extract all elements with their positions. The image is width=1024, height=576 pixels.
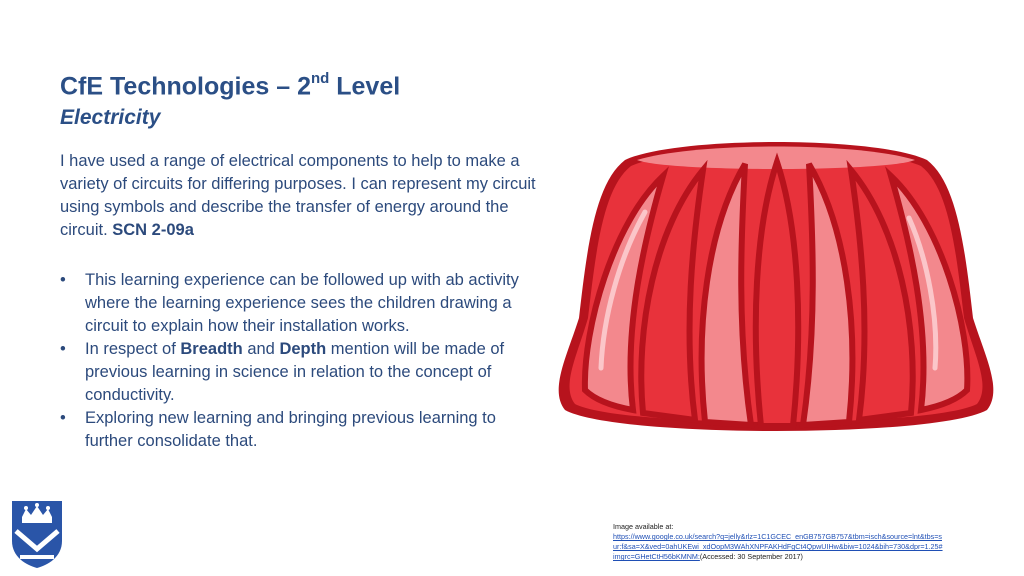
bullet-list <box>60 269 540 453</box>
outcome-text: I have used a range of electrical components to help to make a variety of circuits for differing purposes. I can represent my circuit using symbols and describe the transfer of energy around the circuit. <box>60 152 536 239</box>
title-text: CfE Technologies – 2 <box>60 72 311 101</box>
title-superscript: nd <box>310 70 330 87</box>
image-credit <box>613 522 943 562</box>
slide-title <box>60 72 400 101</box>
title-level: Level <box>329 72 401 101</box>
credit-label: Image available at: <box>613 522 674 531</box>
bullet-marker: • <box>60 409 66 427</box>
bullet-item <box>60 338 540 407</box>
university-crest-icon <box>10 497 64 569</box>
bullet-item <box>60 407 540 453</box>
credit-accessed: (Accessed: 30 September 2017) <box>699 552 803 561</box>
bullet-text: mention will be made of previous learning in science in relation to the concept of conductivity. <box>85 340 505 404</box>
bullet-marker: • <box>60 271 66 289</box>
credit-link[interactable]: https://www.google.co.uk/search?q=jelly&rlz=1C1GCEC_enGB757GB757&tbm=isch&source=lnt&tbs=sur:f&sa=X&ved=0ahUKEwi_xdOopM3WAhXNPFAKHdFgCt4QpwUIHw&biw=1024&bih=730&dpr=1.25#imgrc=GHetCtH56bKMNM: <box>613 532 943 561</box>
outcome-paragraph <box>60 150 555 242</box>
jelly-image <box>555 128 997 448</box>
bullet-bold-depth: Depth <box>279 340 327 358</box>
bullet-text: Exploring new learning and bringing previous learning to further consolidate that. <box>85 409 496 450</box>
bullet-text: and <box>242 340 280 358</box>
slide-subtitle: Electricity <box>60 106 161 129</box>
bullet-text: In respect of <box>85 340 181 358</box>
bullet-item <box>60 269 540 338</box>
bullet-marker: • <box>60 340 66 358</box>
outcome-code: SCN 2-09a <box>112 221 194 239</box>
bullet-text: This learning experience can be followed up with ab activity where the learning experience sees the children drawing a circuit to explain how their installation works. <box>85 271 519 335</box>
bullet-bold-breadth: Breadth <box>180 340 243 358</box>
